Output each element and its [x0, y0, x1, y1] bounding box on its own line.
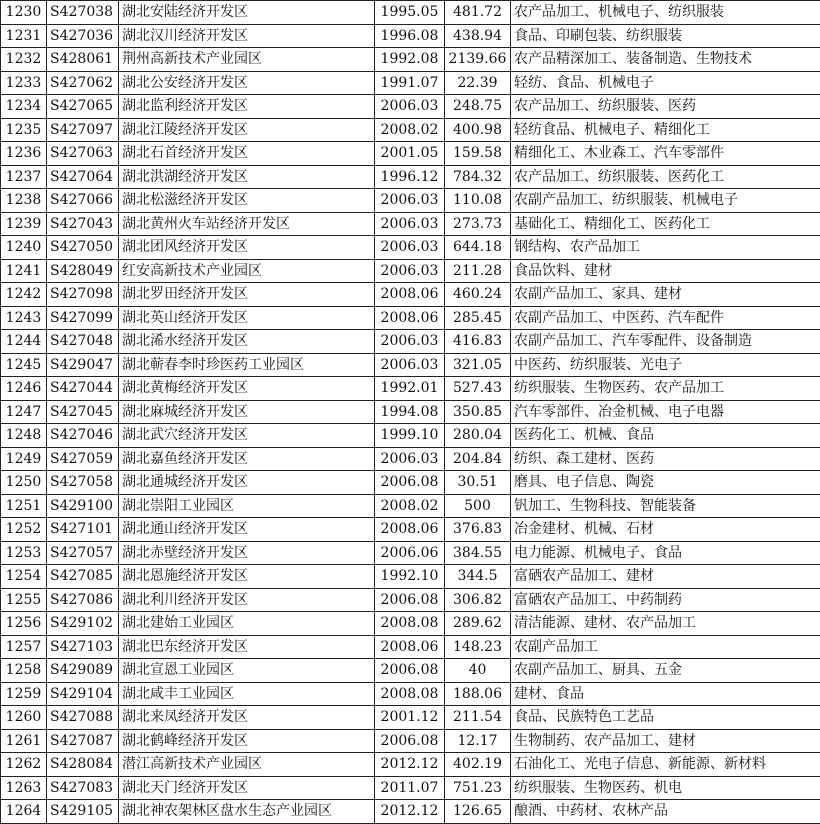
approval-date: 2001.05	[375, 142, 445, 166]
industries: 清洁能源、建材、农产品加工	[511, 612, 820, 636]
industries: 农产品加工、纺织服装、医药化工	[511, 165, 820, 189]
approval-date: 2012.12	[375, 753, 445, 777]
zone-code: S428084	[47, 753, 119, 777]
zone-code: S427083	[47, 776, 119, 800]
row-number: 1236	[1, 142, 47, 166]
industries: 食品、民族特色工艺品	[511, 706, 820, 730]
row-number: 1252	[1, 518, 47, 542]
zone-name: 湖北巴东经济开发区	[119, 635, 375, 659]
table-row	[1, 48, 820, 72]
industries: 冶金建材、机械、石材	[511, 518, 820, 542]
industries: 农产品加工、纺织服装、医药	[511, 95, 820, 119]
approval-date: 2006.08	[375, 729, 445, 753]
row-number: 1233	[1, 71, 47, 95]
zone-code: S427064	[47, 165, 119, 189]
zone-code: S427085	[47, 565, 119, 589]
zone-name: 湖北来凤经济开发区	[119, 706, 375, 730]
table-row	[1, 189, 820, 213]
table-row	[1, 71, 820, 95]
industries: 石油化工、光电子信息、新能源、新材料	[511, 753, 820, 777]
table-row	[1, 565, 820, 589]
area-value: 285.45	[445, 306, 511, 330]
row-number: 1262	[1, 753, 47, 777]
approval-date: 2006.03	[375, 189, 445, 213]
industries: 生物制药、农产品加工、建材	[511, 729, 820, 753]
zone-code: S427103	[47, 635, 119, 659]
zone-code: S427046	[47, 424, 119, 448]
zone-name: 湖北石首经济开发区	[119, 142, 375, 166]
industries: 轻纺、食品、机械电子	[511, 71, 820, 95]
zone-name: 荆州高新技术产业园区	[119, 48, 375, 72]
approval-date: 1999.10	[375, 424, 445, 448]
row-number: 1234	[1, 95, 47, 119]
industries: 纺织服装、生物医药、农产品加工	[511, 377, 820, 401]
table-row	[1, 400, 820, 424]
approval-date: 2008.02	[375, 494, 445, 518]
table-row	[1, 753, 820, 777]
row-number: 1237	[1, 165, 47, 189]
zone-name: 湖北安陆经济开发区	[119, 1, 375, 25]
zone-name: 湖北通山经济开发区	[119, 518, 375, 542]
zone-name: 湖北松滋经济开发区	[119, 189, 375, 213]
area-value: 306.82	[445, 588, 511, 612]
approval-date: 2008.06	[375, 635, 445, 659]
zone-name: 湖北监利经济开发区	[119, 95, 375, 119]
row-number: 1251	[1, 494, 47, 518]
zone-code: S427038	[47, 1, 119, 25]
area-value: 211.28	[445, 259, 511, 283]
table-row	[1, 800, 820, 824]
industries: 农副产品加工、汽车零配件、设备制造	[511, 330, 820, 354]
row-number: 1264	[1, 800, 47, 824]
zone-code: S427086	[47, 588, 119, 612]
zone-name: 红安高新技术产业园区	[119, 259, 375, 283]
area-value: 289.62	[445, 612, 511, 636]
area-value: 273.73	[445, 212, 511, 236]
row-number: 1249	[1, 447, 47, 471]
table-row	[1, 142, 820, 166]
row-number: 1260	[1, 706, 47, 730]
row-number: 1230	[1, 1, 47, 25]
approval-date: 2008.08	[375, 682, 445, 706]
table-body	[1, 1, 820, 824]
row-number: 1254	[1, 565, 47, 589]
table-row	[1, 24, 820, 48]
zone-code: S429105	[47, 800, 119, 824]
table-row	[1, 306, 820, 330]
industries: 建材、食品	[511, 682, 820, 706]
industries: 纺织、森工建材、医药	[511, 447, 820, 471]
zone-name: 湖北罗田经济开发区	[119, 283, 375, 307]
table-row	[1, 283, 820, 307]
zone-code: S427066	[47, 189, 119, 213]
row-number: 1248	[1, 424, 47, 448]
row-number: 1231	[1, 24, 47, 48]
approval-date: 1995.05	[375, 1, 445, 25]
zone-code: S427058	[47, 471, 119, 495]
approval-date: 2006.06	[375, 541, 445, 565]
zone-name: 湖北团风经济开发区	[119, 236, 375, 260]
area-value: 248.75	[445, 95, 511, 119]
industries: 中医药、纺织服装、光电子	[511, 353, 820, 377]
table-row	[1, 682, 820, 706]
zone-name: 湖北嘉鱼经济开发区	[119, 447, 375, 471]
zone-code: S427097	[47, 118, 119, 142]
table-row	[1, 494, 820, 518]
industries: 农副产品加工、厨具、五金	[511, 659, 820, 683]
zone-code: S429047	[47, 353, 119, 377]
table-row	[1, 118, 820, 142]
table-row	[1, 447, 820, 471]
approval-date: 2006.08	[375, 471, 445, 495]
approval-date: 1992.08	[375, 48, 445, 72]
area-value: 40	[445, 659, 511, 683]
row-number: 1238	[1, 189, 47, 213]
row-number: 1241	[1, 259, 47, 283]
zone-code: S427087	[47, 729, 119, 753]
table-row	[1, 635, 820, 659]
industries: 电力能源、机械电子、食品	[511, 541, 820, 565]
row-number: 1257	[1, 635, 47, 659]
area-value: 211.54	[445, 706, 511, 730]
area-value: 126.65	[445, 800, 511, 824]
zone-name: 湖北天门经济开发区	[119, 776, 375, 800]
approval-date: 2008.08	[375, 612, 445, 636]
zone-name: 湖北崇阳工业园区	[119, 494, 375, 518]
row-number: 1247	[1, 400, 47, 424]
zone-name: 湖北英山经济开发区	[119, 306, 375, 330]
approval-date: 1996.08	[375, 24, 445, 48]
zone-code: S429102	[47, 612, 119, 636]
zone-name: 湖北通城经济开发区	[119, 471, 375, 495]
approval-date: 2011.07	[375, 776, 445, 800]
zone-name: 湖北利川经济开发区	[119, 588, 375, 612]
row-number: 1239	[1, 212, 47, 236]
zone-name: 湖北公安经济开发区	[119, 71, 375, 95]
zone-code: S427048	[47, 330, 119, 354]
industries: 农副产品加工、纺织服装、机械电子	[511, 189, 820, 213]
industries: 富硒农产品加工、建材	[511, 565, 820, 589]
area-value: 376.83	[445, 518, 511, 542]
industries: 纺织服装、生物医药、机电	[511, 776, 820, 800]
row-number: 1240	[1, 236, 47, 260]
zone-name: 湖北建始工业园区	[119, 612, 375, 636]
zone-code: S427043	[47, 212, 119, 236]
row-number: 1244	[1, 330, 47, 354]
zone-code: S427044	[47, 377, 119, 401]
zone-name: 湖北咸丰工业园区	[119, 682, 375, 706]
table-row	[1, 588, 820, 612]
approval-date: 2006.03	[375, 330, 445, 354]
zone-name: 湖北恩施经济开发区	[119, 565, 375, 589]
row-number: 1232	[1, 48, 47, 72]
area-value: 460.24	[445, 283, 511, 307]
zone-name: 湖北神农架林区盘水生态产业园区	[119, 800, 375, 824]
approval-date: 2008.06	[375, 518, 445, 542]
area-value: 384.55	[445, 541, 511, 565]
table-row	[1, 212, 820, 236]
approval-date: 1991.07	[375, 71, 445, 95]
industries: 轻纺食品、机械电子、精细化工	[511, 118, 820, 142]
zone-code: S427101	[47, 518, 119, 542]
table-row	[1, 95, 820, 119]
area-value: 400.98	[445, 118, 511, 142]
approval-date: 2006.03	[375, 236, 445, 260]
zone-name: 湖北江陵经济开发区	[119, 118, 375, 142]
approval-date: 1992.01	[375, 377, 445, 401]
table-row	[1, 377, 820, 401]
table-row	[1, 330, 820, 354]
table-row	[1, 353, 820, 377]
area-value: 350.85	[445, 400, 511, 424]
table-row	[1, 612, 820, 636]
row-number: 1253	[1, 541, 47, 565]
zone-code: S427059	[47, 447, 119, 471]
zone-name: 湖北鹤峰经济开发区	[119, 729, 375, 753]
approval-date: 1992.10	[375, 565, 445, 589]
approval-date: 2006.03	[375, 259, 445, 283]
zone-name: 湖北宣恩工业园区	[119, 659, 375, 683]
zone-code: S427050	[47, 236, 119, 260]
row-number: 1250	[1, 471, 47, 495]
table-row	[1, 165, 820, 189]
zone-code: S428061	[47, 48, 119, 72]
industries: 农副产品加工、中医药、汽车配件	[511, 306, 820, 330]
zone-code: S428049	[47, 259, 119, 283]
area-value: 321.05	[445, 353, 511, 377]
area-value: 110.08	[445, 189, 511, 213]
table-row	[1, 518, 820, 542]
zone-code: S427036	[47, 24, 119, 48]
table-row	[1, 471, 820, 495]
zone-code: S427088	[47, 706, 119, 730]
approval-date: 2006.03	[375, 447, 445, 471]
industries: 医药化工、机械、食品	[511, 424, 820, 448]
zone-code: S429089	[47, 659, 119, 683]
table-row	[1, 706, 820, 730]
area-value: 159.58	[445, 142, 511, 166]
area-value: 30.51	[445, 471, 511, 495]
approval-date: 2008.06	[375, 306, 445, 330]
industries: 钒加工、生物科技、智能装备	[511, 494, 820, 518]
row-number: 1246	[1, 377, 47, 401]
area-value: 438.94	[445, 24, 511, 48]
zone-name: 湖北汉川经济开发区	[119, 24, 375, 48]
industries: 磨具、电子信息、陶瓷	[511, 471, 820, 495]
table-row	[1, 659, 820, 683]
row-number: 1261	[1, 729, 47, 753]
area-value: 12.17	[445, 729, 511, 753]
row-number: 1263	[1, 776, 47, 800]
row-number: 1259	[1, 682, 47, 706]
approval-date: 2006.03	[375, 212, 445, 236]
approval-date: 2008.06	[375, 283, 445, 307]
approval-date: 2012.12	[375, 800, 445, 824]
table-row	[1, 259, 820, 283]
row-number: 1245	[1, 353, 47, 377]
area-value: 527.43	[445, 377, 511, 401]
zone-code: S427045	[47, 400, 119, 424]
area-value: 344.5	[445, 565, 511, 589]
row-number: 1256	[1, 612, 47, 636]
area-value: 500	[445, 494, 511, 518]
row-number: 1242	[1, 283, 47, 307]
area-value: 481.72	[445, 1, 511, 25]
zone-code: S429100	[47, 494, 119, 518]
table-row	[1, 541, 820, 565]
industries: 精细化工、木业森工、汽车零部件	[511, 142, 820, 166]
area-value: 148.23	[445, 635, 511, 659]
area-value: 402.19	[445, 753, 511, 777]
zone-name: 湖北赤壁经济开发区	[119, 541, 375, 565]
zone-name: 潜江高新技术产业园区	[119, 753, 375, 777]
zone-name: 湖北蕲春李时珍医药工业园区	[119, 353, 375, 377]
industries: 基础化工、精细化工、医药化工	[511, 212, 820, 236]
zone-code: S427062	[47, 71, 119, 95]
area-value: 2139.66	[445, 48, 511, 72]
area-value: 204.84	[445, 447, 511, 471]
area-value: 188.06	[445, 682, 511, 706]
industries: 农产品精深加工、装备制造、生物技术	[511, 48, 820, 72]
row-number: 1258	[1, 659, 47, 683]
industries: 汽车零部件、冶金机械、电子电器	[511, 400, 820, 424]
approval-date: 2008.02	[375, 118, 445, 142]
industries: 农副产品加工、家具、建材	[511, 283, 820, 307]
area-value: 22.39	[445, 71, 511, 95]
zone-name: 湖北浠水经济开发区	[119, 330, 375, 354]
industries: 农产品加工、机械电子、纺织服装	[511, 1, 820, 25]
zone-code: S427057	[47, 541, 119, 565]
area-value: 416.83	[445, 330, 511, 354]
zone-name: 湖北麻城经济开发区	[119, 400, 375, 424]
table-row	[1, 776, 820, 800]
area-value: 784.32	[445, 165, 511, 189]
industries: 食品饮料、建材	[511, 259, 820, 283]
industries: 富硒农产品加工、中药制药	[511, 588, 820, 612]
approval-date: 2006.03	[375, 95, 445, 119]
approval-date: 2006.08	[375, 659, 445, 683]
zone-code: S427065	[47, 95, 119, 119]
approval-date: 1994.08	[375, 400, 445, 424]
zone-name: 湖北黄梅经济开发区	[119, 377, 375, 401]
zone-code: S427099	[47, 306, 119, 330]
zone-code: S427098	[47, 283, 119, 307]
table-row	[1, 236, 820, 260]
zone-code: S429104	[47, 682, 119, 706]
industries: 钢结构、农产品加工	[511, 236, 820, 260]
industries: 农副产品加工	[511, 635, 820, 659]
row-number: 1255	[1, 588, 47, 612]
industries: 酿酒、中药材、农林产品	[511, 800, 820, 824]
zone-name: 湖北武穴经济开发区	[119, 424, 375, 448]
approval-date: 1996.12	[375, 165, 445, 189]
area-value: 644.18	[445, 236, 511, 260]
zone-name: 湖北洪湖经济开发区	[119, 165, 375, 189]
zone-name: 湖北黄州火车站经济开发区	[119, 212, 375, 236]
area-value: 280.04	[445, 424, 511, 448]
table-row	[1, 729, 820, 753]
area-value: 751.23	[445, 776, 511, 800]
zone-code: S427063	[47, 142, 119, 166]
table-row	[1, 424, 820, 448]
row-number: 1235	[1, 118, 47, 142]
approval-date: 2006.08	[375, 588, 445, 612]
approval-date: 2006.03	[375, 353, 445, 377]
approval-date: 2001.12	[375, 706, 445, 730]
row-number: 1243	[1, 306, 47, 330]
industries: 食品、印刷包装、纺织服装	[511, 24, 820, 48]
table-row	[1, 1, 820, 25]
